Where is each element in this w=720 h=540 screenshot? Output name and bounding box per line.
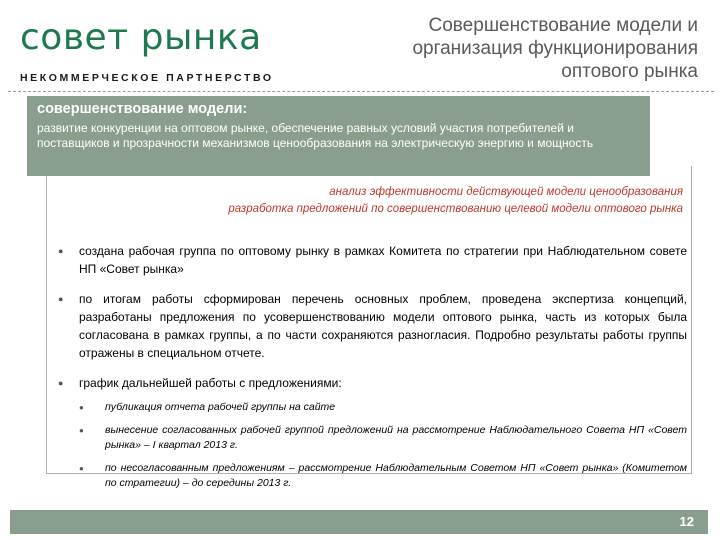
- bullet-item: ● создана рабочая группа по оптовому рынку в рамках Комитета по стратегии при Наблюдательном совете НП «Совет рынка»: [57, 242, 687, 278]
- logo-subtitle: НЕКОММЕРЧЕСКОЕ ПАРТНЕРСТВО: [20, 72, 274, 84]
- slide-title-line: Совершенствование модели и: [428, 15, 698, 36]
- page-number: 12: [679, 514, 694, 529]
- sub-bullet-item: ● вынесение согласованных рабочей группой предложений на рассмотрение Наблюдательного Совета НП «Совет рынка» – I квартал 2013 г.: [79, 423, 687, 453]
- footer-bar: [10, 510, 708, 534]
- sub-bullet-item: ● публикация отчета рабочей группы на сайте: [79, 400, 687, 415]
- intro-heading: совершенствование модели:: [37, 101, 248, 117]
- bullet-list: [57, 242, 687, 503]
- analysis-line: разработка предложений по совершенствованию целевой модели оптового рынка: [228, 203, 683, 215]
- intro-panel: [27, 96, 650, 176]
- bullet-item: ● по итогам работы сформирован перечень основных проблем, проведена экспертиза концепций, разработаны предложения по усовершенствованию модели оптового рынка, часть из которых была согласована в рамках группы, а по части сохраняются разногласия. Подробно результаты работы группы отражены в специальном отчете.: [57, 290, 687, 362]
- slide-title-line: оптового рынка: [561, 61, 698, 82]
- sub-bullet-item: ● по несогласованным предложениям – рассмотрение Наблюдательным Советом НП «Совет рынка» (Комитетом по стратегии) – до середины 2013 г.: [79, 461, 687, 491]
- logo-wordmark: совет рынка: [20, 17, 262, 58]
- slide-title: [358, 14, 698, 83]
- bullet-item-schedule: [57, 374, 687, 491]
- analysis-line: анализ эффективности действующей модели ценообразования: [329, 186, 683, 198]
- sub-bullet-list: [79, 400, 687, 491]
- slide-title-line: организация функционирования: [412, 38, 698, 59]
- analysis-text: [228, 184, 683, 218]
- logo: [20, 18, 274, 84]
- content-panel: [46, 166, 692, 489]
- bullet-item-text: график дальнейшей работы с предложениями:: [79, 376, 342, 390]
- intro-text: развитие конкуренции на оптовом рынке, обеспечение равных условий участия потребителей и поставщиков и прозрачности механизмов ценообразования на электрическую энергию и мощность: [37, 121, 594, 150]
- header-divider: [8, 91, 714, 92]
